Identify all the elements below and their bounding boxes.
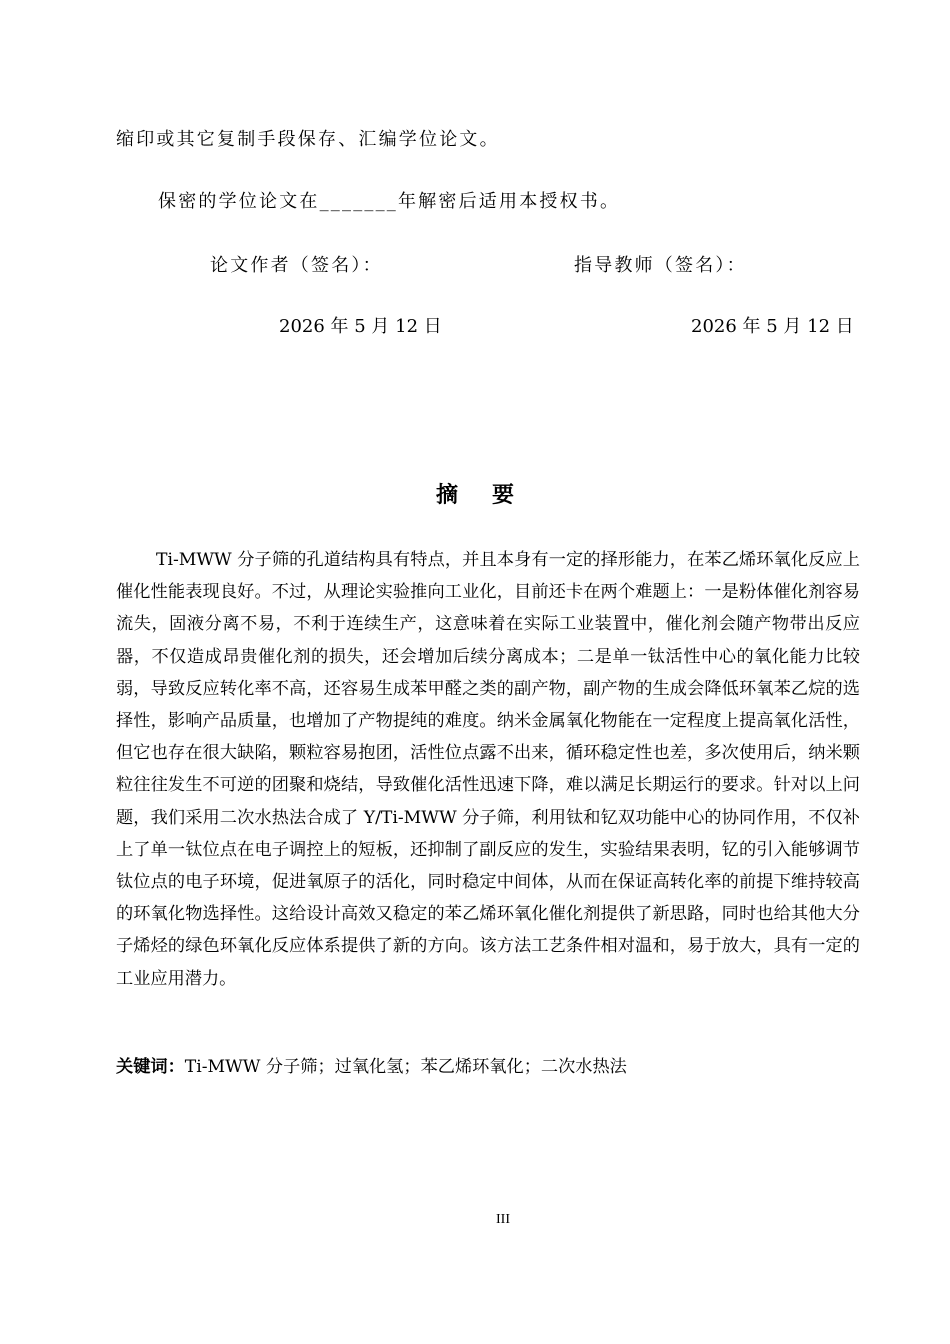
keywords-line [116, 1056, 627, 1078]
author-signature-label: 论文作者（签名）： [210, 255, 383, 276]
advisor-signature-date: 2026 年 5 月 12 日 [691, 316, 854, 337]
advisor-signature-label: 指导教师（签名）： [574, 255, 747, 276]
keywords-label: 关键词： [116, 1057, 185, 1077]
page-number: III [496, 1212, 510, 1227]
author-signature-date: 2026 年 5 月 12 日 [279, 316, 442, 337]
abstract-body: Ti-MWW 分子筛的孔道结构具有特点，并且本身有一定的择形能力，在苯乙烯环氧化反应上催化性能表现良好。不过，从理论实验推向工业化，目前还卡在两个难题上：一是粉体催化剂容易流失，固液分离不易，不利于连续生产，这意味着在实际工业装置中，催化剂会随产物带出反应器，不仅造成昂贵催化剂的损失，还会增加后续分离成本；二是单一钛活性中心的氧化能力比较弱，导致反应转化率不高，还容易生成苯甲醛之类的副产物，副产物的生成会降低环氧苯乙烷的选择性，影响产品质量，也增加了产物提纯的难度。纳米金属氧化物能在一定程度上提高氧化活性，但它也存在很大缺陷，颗粒容易抱团，活性位点露不出来，循环稳定性也差，多次使用后，纳米颗粒往往发生不可逆的团聚和烧结，导致催化活性迅速下降，难以满足长期运行的要求。针对以上问题，我们采用二次水热法合成了 Y/Ti-MWW 分子筛，利用钛和钇双功能中心的协同作用，不仅补上了单一钛位点在电子调控上的短板，还抑制了副反应的发生，实验结果表明，钇的引入能够调节钛位点的电子环境，促进氧原子的活化，同时稳定中间体，从而在保证高转化率的前提下维持较高的环氧化物选择性。这给设计高效又稳定的苯乙烯环氧化催化剂提供了新思路，同时也给其他大分子烯烃的绿色环氧化反应体系提供了新的方向。该方法工艺条件相对温和，易于放大，具有一定的工业应用潜力。 [116, 550, 860, 989]
abstract-title: 摘要 [435, 483, 548, 508]
authorization-line-2: 保密的学位论文在_______年解密后适用本授权书。 [158, 191, 621, 212]
keywords-text: Ti-MWW 分子筛；过氧化氢；苯乙烯环氧化；二次水热法 [184, 1057, 627, 1077]
authorization-line-1: 缩印或其它复制手段保存、汇编学位论文。 [116, 129, 500, 150]
